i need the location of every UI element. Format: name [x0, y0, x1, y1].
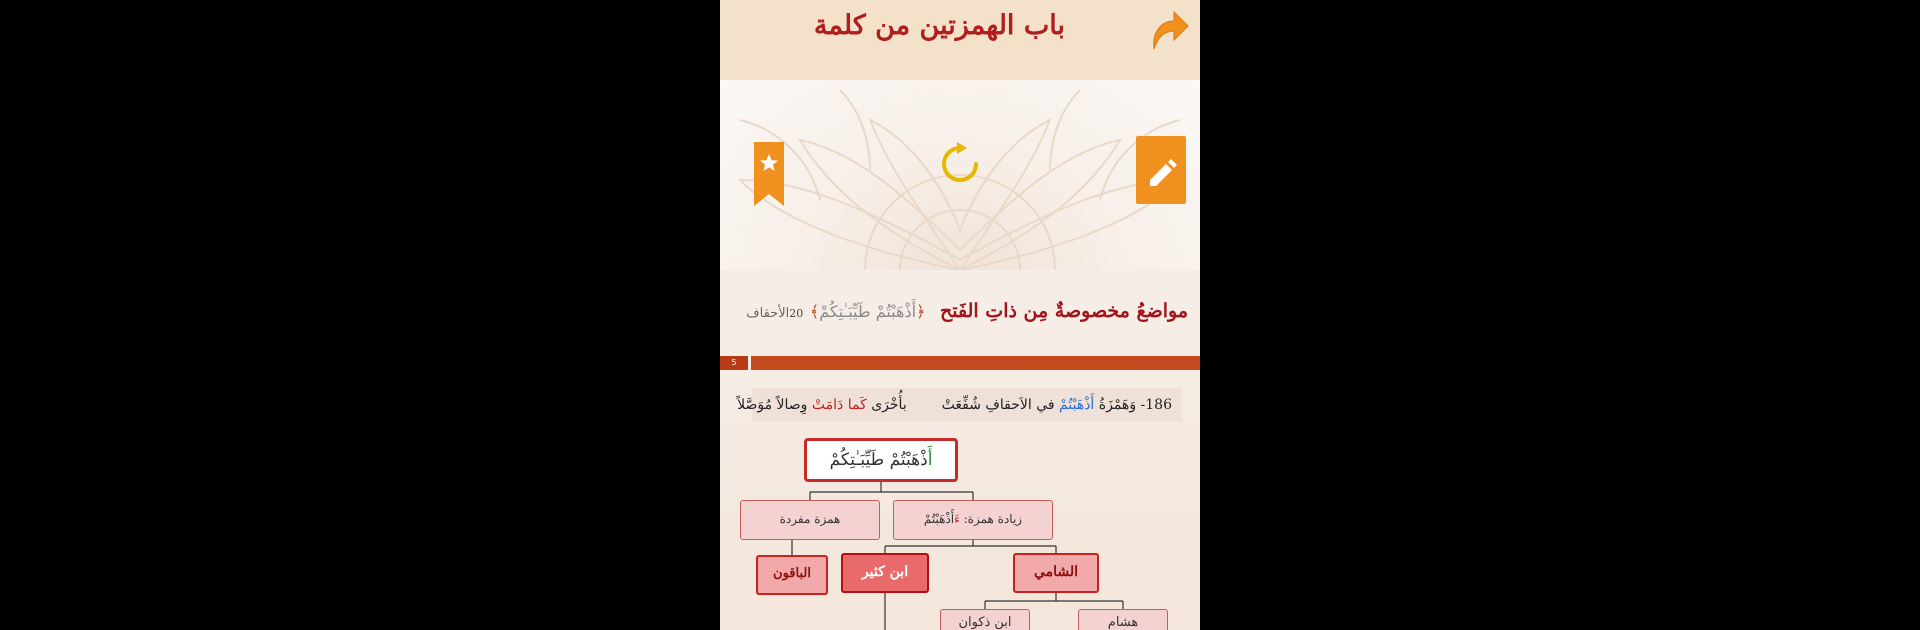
poem-highlight-1: أَذْهَبْتُمْ: [1059, 397, 1095, 413]
tree-node-shami: الشامي: [1013, 553, 1099, 593]
tree-root-hamza: أَ: [927, 450, 933, 470]
pencil-icon: [1136, 136, 1186, 204]
verse-number: 20: [789, 307, 804, 320]
extra-hamza-word: أَذْهَبْتُمْ: [923, 512, 955, 526]
lesson-content: [720, 270, 1200, 630]
tree-node-ibn-kathir: ابن كثير: [841, 553, 929, 593]
back-button[interactable]: [1148, 5, 1190, 53]
poem-part-4: وِصالاً مُوَصَّلاً: [737, 397, 808, 413]
tree-node-extra-hamza: [893, 500, 1053, 540]
reset-button[interactable]: [939, 140, 981, 188]
edit-button[interactable]: [1136, 136, 1186, 204]
tree-root-text: ذْهَبْتُمْ طَيِّبَـٰتِكُمْ: [829, 450, 928, 470]
bookmark-star-icon: [754, 142, 784, 206]
extra-hamza-prefix: ءَ: [954, 512, 960, 526]
tree-node-others: الباقون: [756, 555, 828, 595]
page-number: 5: [720, 356, 751, 370]
toolbar: [720, 80, 1200, 270]
poem-part-2: في الاَحقافِ شُفِّعَتْ: [941, 397, 1055, 413]
page-title: باب الهمزتين من كلمة: [813, 10, 1065, 41]
app-screen: [720, 0, 1200, 630]
poem-part-3: بأُخْرَى: [871, 397, 907, 413]
extra-hamza-label: زيادة همزة:: [963, 512, 1023, 526]
section-heading-text: مواضعُ مخصوصةٌ مِن ذاتِ الفَتح: [940, 300, 1188, 322]
poem-index: 186-: [1140, 397, 1172, 413]
tree-node-ibn-dhakwan: ابن ذكوان: [940, 609, 1030, 630]
refresh-icon: [939, 140, 981, 188]
tree-root-node: [804, 438, 958, 482]
bookmark-button[interactable]: [754, 142, 784, 206]
app-header: [720, 0, 1200, 81]
tree-node-hisham: هشام: [1078, 609, 1168, 630]
tree-node-single-hamza: همزة مفردة: [740, 500, 880, 540]
poem-part-1: وَهَمْزَةُ: [1098, 397, 1137, 413]
verse-bracket-open: ﴿: [916, 302, 926, 321]
curved-arrow-icon: [1148, 5, 1190, 53]
surah-name: الأحقاف: [746, 306, 790, 321]
verse-bracket-close: ﴾: [809, 302, 820, 321]
verse-text: أَذْهَبْتُمْ طَيِّبَـٰتِكُمْ: [819, 302, 917, 321]
poem-highlight-2: كَما دَامَتْ: [811, 397, 867, 413]
